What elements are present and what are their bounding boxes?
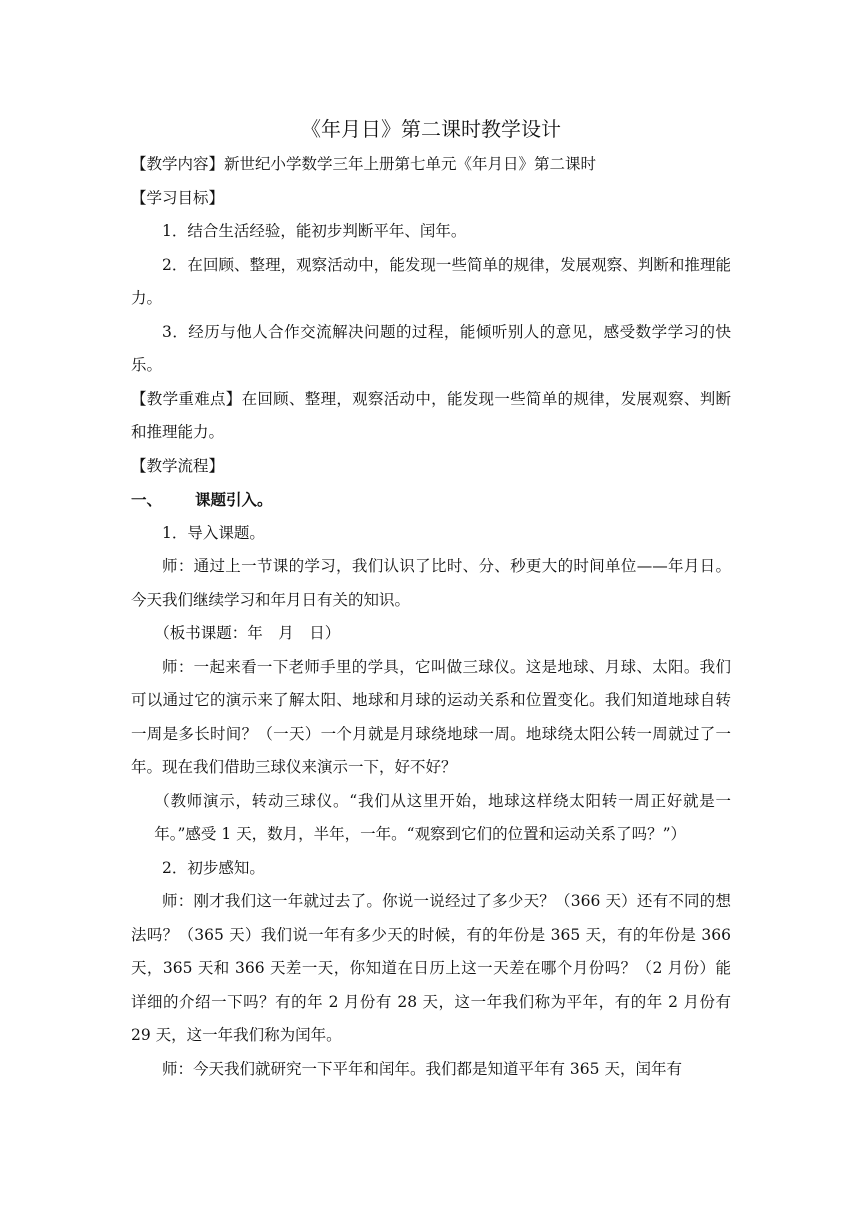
- goal-item-2: 2．在回顾、整理，观察活动中，能发现一些简单的规律，发展观察、判断和推理能力。: [131, 255, 731, 307]
- section-title: 课题引入。: [195, 490, 273, 509]
- section-number: 一、: [131, 490, 163, 509]
- document-body: [131, 112, 731, 1086]
- board-note: （板书课题：年 月 日）: [154, 624, 341, 642]
- paragraph-3: （教师演示，转动三球仪。“我们从这里开始，地球这样绕太阳转一周正好就是一年。”感受 1 天，数月，半年，一年。“观察到它们的位置和运动关系了吗？”）: [154, 791, 731, 843]
- step-2-heading: 2．初步感知。: [162, 858, 265, 877]
- flow-heading: 【教学流程】: [131, 456, 225, 475]
- section-heading-1: [131, 483, 731, 517]
- step-1-heading: 1．导入课题。: [162, 523, 265, 542]
- key-points: 【教学重难点】在回顾、整理，观察活动中，能发现一些简单的规律，发展观察、判断和推理能力。: [131, 389, 731, 441]
- goals-heading: 【学习目标】: [131, 188, 225, 207]
- paragraph-5: 师：今天我们就研究一下平年和闰年。我们都是知道平年有 365 天，闰年有: [162, 1059, 682, 1078]
- paragraph-4: 师：刚才我们这一年就过去了。你说一说经过了多少天？（366 天）还有不同的想法吗？（365 天）我们说一年有多少天的时候，有的年份是 365 天，有的年份是 366 天，365 天和 366 天差一天，你知道在日历上这一天差在哪个月份吗？（2 月份）能详细的介绍一下吗？有的年 2 月份有 28 天，这一年我们称为平年，有的年 2 月份有 29 天，这一年我们称为闰年。: [131, 892, 731, 1044]
- document-title: 《年月日》第二课时教学设计: [301, 117, 561, 141]
- goal-item-1: 1．结合生活经验，能初步判断平年、闰年。: [162, 222, 467, 240]
- teaching-content: 【教学内容】新世纪小学数学三年上册第七单元《年月日》第二课时: [131, 155, 597, 173]
- paragraph-2: 师：一起来看一下老师手里的学具，它叫做三球仪。这是地球、月球、太阳。我们可以通过它的演示来了解太阳、地球和月球的运动关系和位置变化。我们知道地球自转一周是多长时间？（一天）一个月就是月球绕地球一周。地球绕太阳公转一周就过了一年。现在我们借助三球仪来演示一下，好不好？: [131, 657, 731, 776]
- paragraph-1: 师：通过上一节课的学习，我们认识了比时、分、秒更大的时间单位——年月日。今天我们继续学习和年月日有关的知识。: [131, 557, 731, 609]
- goal-item-3: 3．经历与他人合作交流解决问题的过程，能倾听别人的意见，感受数学学习的快乐。: [131, 322, 731, 374]
